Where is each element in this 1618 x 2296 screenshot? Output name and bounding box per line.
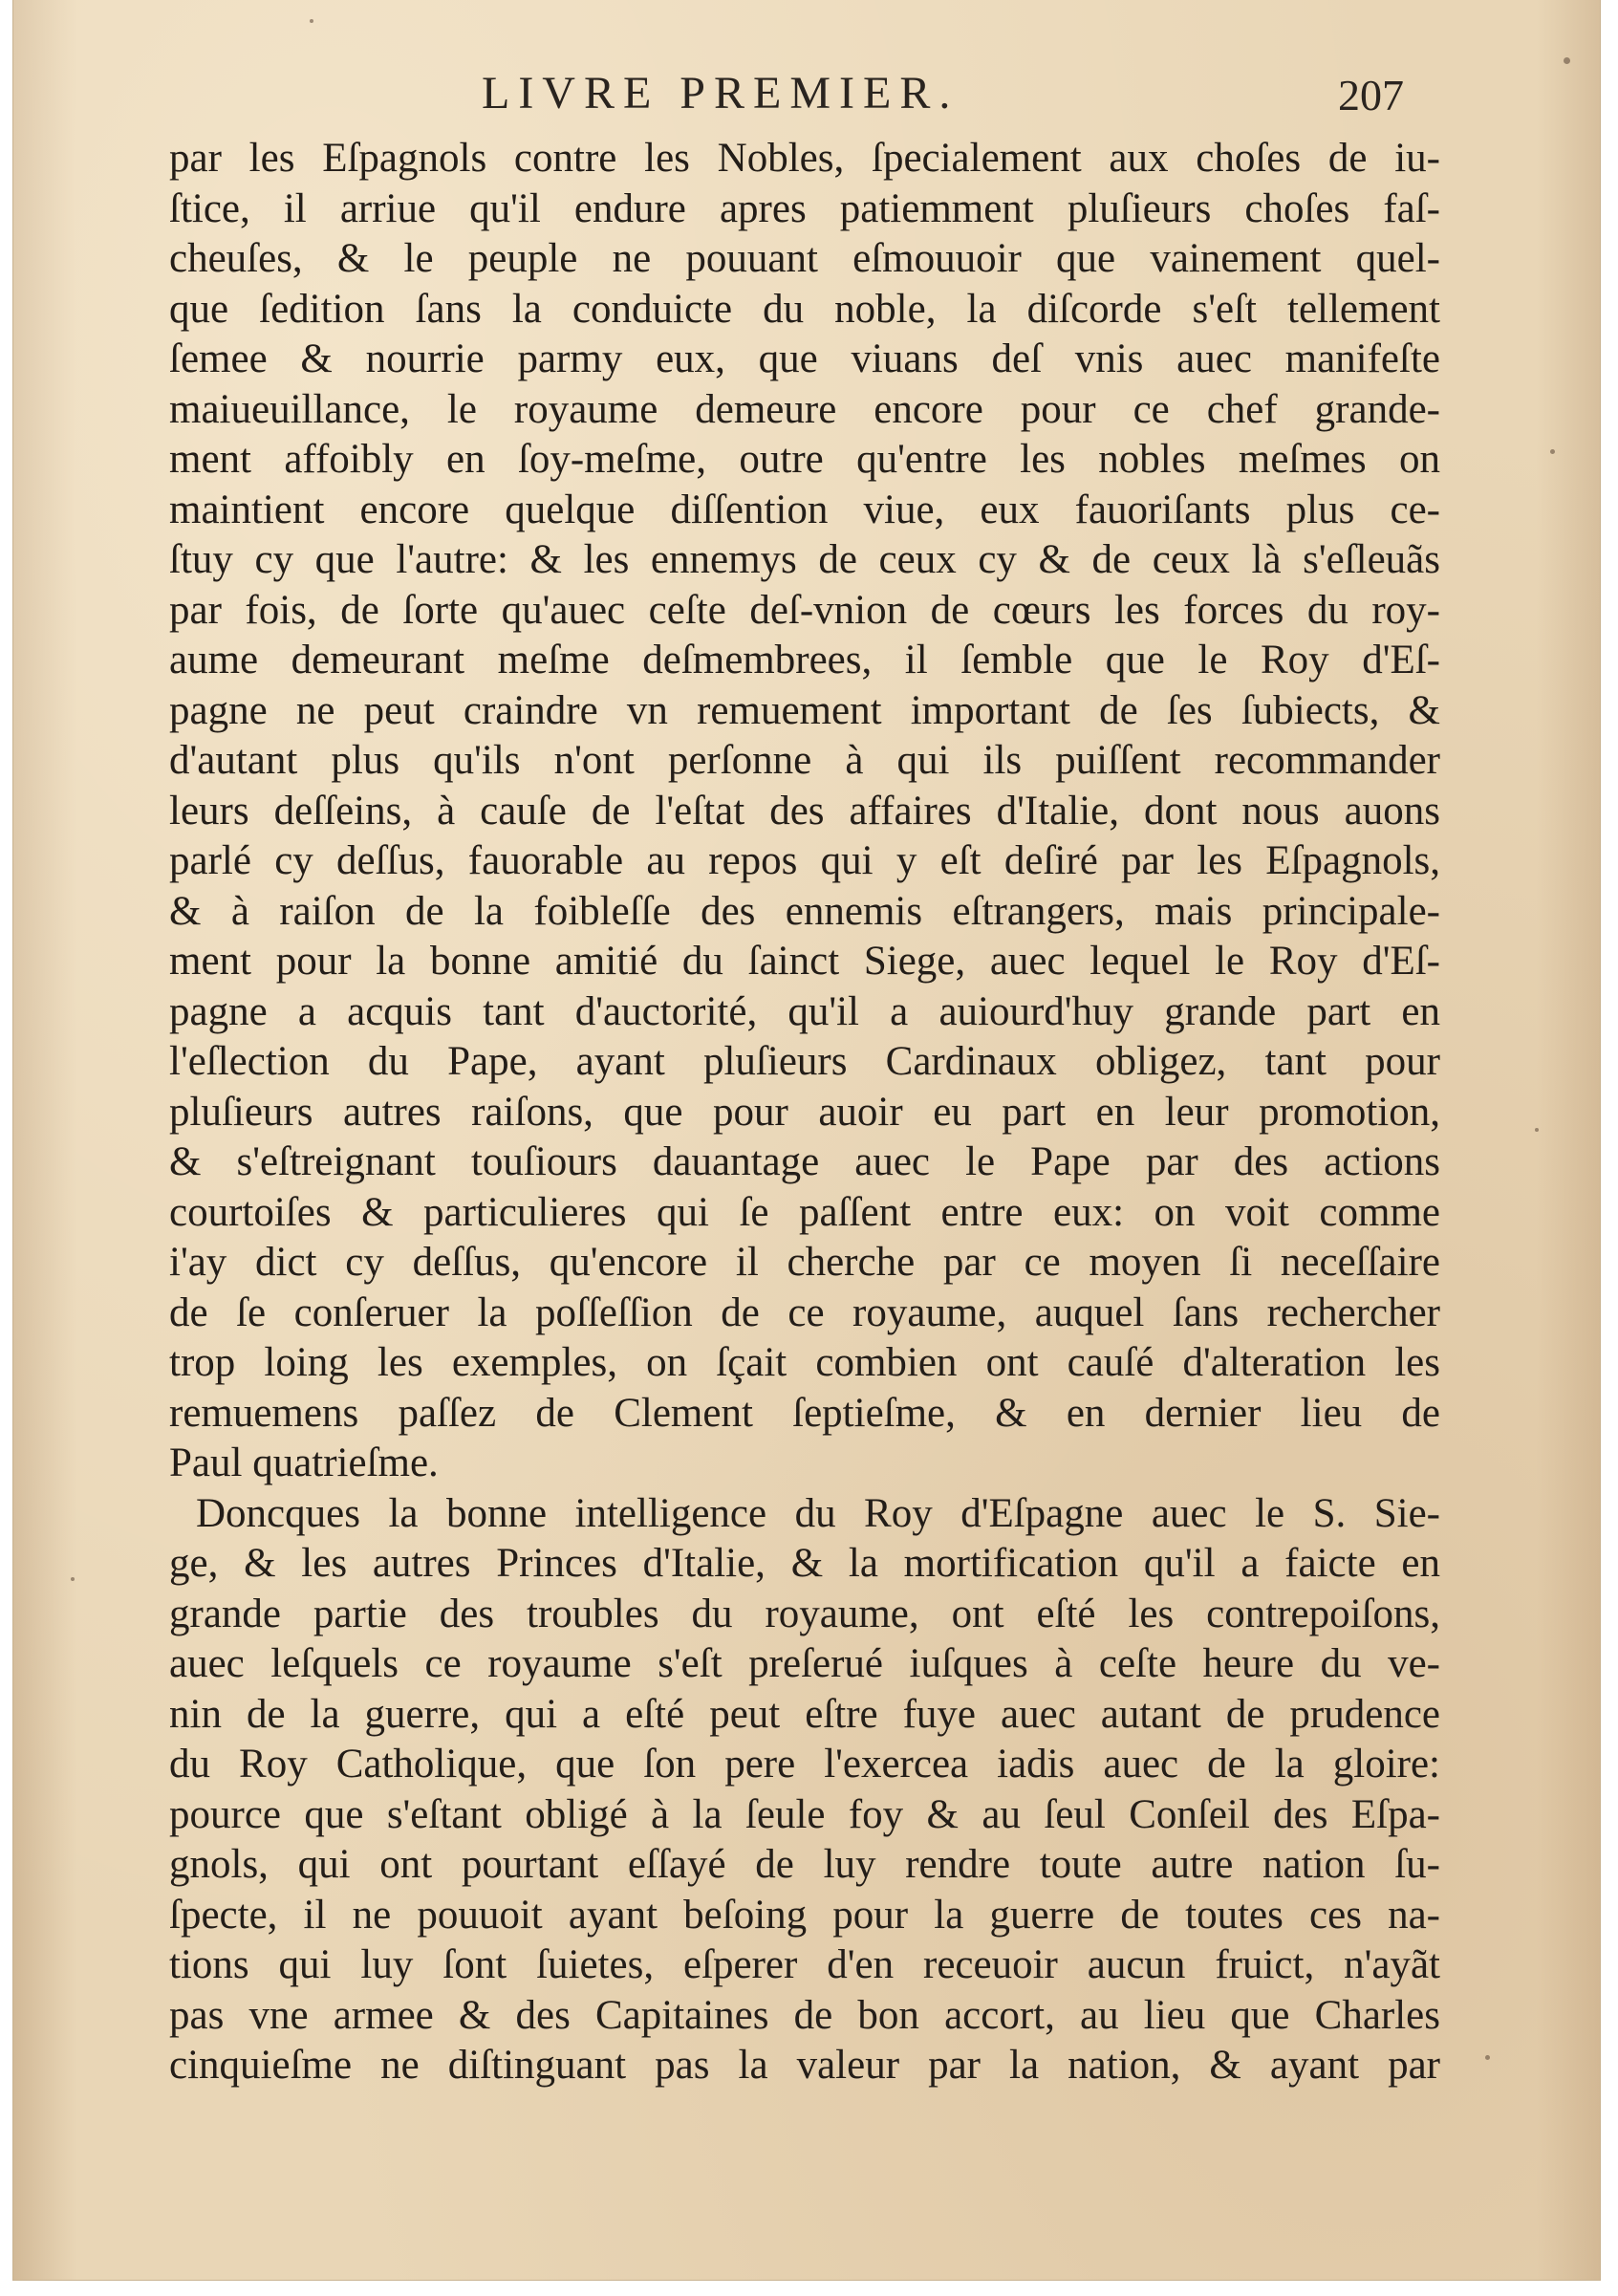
ink-speck (1535, 1128, 1539, 1132)
text-line: pas vne armee & des Capitaines de bon accort, au lieu que Charles (169, 1992, 1440, 2038)
ink-speck (1564, 57, 1570, 64)
ink-speck (1485, 2055, 1490, 2060)
text-line: ſemee & nourrie parmy eux, que viuans deſ vnis auec manifeſte (169, 336, 1440, 381)
text-line: auec leſquels ce royaume s'eſt preſerué iuſques à ceſte heure du ve- (169, 1641, 1440, 1686)
page-number: 207 (1338, 71, 1404, 119)
text-line: courtoiſes & particulieres qui ſe paſſent entre eux: on voit comme (169, 1189, 1440, 1235)
text-line: cheuſes, & le peuple ne pouuant eſmouuoir que vainement quel- (169, 236, 1440, 281)
text-line: aume demeurant meſme deſmembrees, il ſemble que le Roy d'Eſ- (169, 638, 1440, 682)
text-line: tions qui luy ſont ſuietes, eſperer d'en receuoir aucun fruict, n'ayãt (169, 1942, 1440, 1987)
text-line: Paul quatrieſme. (169, 1440, 439, 1485)
text-line: par fois, de ſorte qu'auec ceſte deſ-vnion de cœurs les forces du roy- (169, 587, 1440, 633)
book-page (13, 0, 1600, 2280)
text-line: remuemens paſſez de Clement ſeptieſme, & en dernier lieu de (169, 1390, 1440, 1436)
text-line: pagne ne peut craindre vn remuement important de ſes ſubiects, & (169, 687, 1440, 733)
text-line: pource que s'eſtant obligé à la ſeule foy & au ſeul Conſeil des Eſpa- (169, 1791, 1440, 1837)
ink-speck (310, 19, 313, 23)
ink-speck (1550, 449, 1555, 454)
text-line: d'autant plus qu'ils n'ont perſonne à qui ils puiſſent recommander (169, 738, 1440, 783)
paragraph-1 (169, 134, 1440, 1489)
text-line: que ſedition ſans la conduicte du noble, la diſcorde s'eſt tellement (169, 286, 1440, 332)
ink-speck (71, 1577, 75, 1581)
text-line: l'eſlection du Pape, ayant pluſieurs Cardinaux obligez, tant pour (169, 1039, 1440, 1084)
running-head: LIVRE PREMIER. (482, 68, 960, 119)
text-line: ment pour la bonne amitié du ſainct Siege, auec lequel le Roy d'Eſ- (169, 939, 1440, 984)
text-line: du Roy Catholique, que ſon pere l'exercea iadis auec de la gloire: (169, 1742, 1440, 1787)
text-line: nin de la guerre, qui a eſté peut eſtre fuye auec autant de prudence (169, 1691, 1440, 1737)
text-line: & s'eſtreignant touſiours dauantage auec le Pape par des actions (169, 1139, 1440, 1184)
paragraph-2 (169, 1489, 1440, 2091)
text-line: maiueuillance, le royaume demeure encore pour ce chef grande- (169, 386, 1440, 432)
body-text (169, 134, 1440, 2091)
text-line: pluſieurs autres raiſons, que pour auoir eu part en leur promotion, (169, 1089, 1440, 1135)
text-line: & à raiſon de la foibleſſe des ennemis eſtrangers, mais principale- (169, 888, 1440, 934)
text-line: ment affoibly en ſoy-meſme, outre qu'entre les nobles meſmes on (169, 437, 1440, 482)
page-header (13, 65, 1600, 122)
text-line: ſtice, il arriue qu'il endure apres patiemment pluſieurs choſes faſ- (169, 185, 1440, 231)
text-line: de ſe conſeruer la poſſeſſion de ce royaume, auquel ſans rechercher (169, 1289, 1440, 1335)
text-line: leurs deſſeins, à cauſe de l'eſtat des affaires d'Italie, dont nous auons (169, 788, 1440, 834)
text-line: gnols, qui ont pourtant eſſayé de luy rendre toute autre nation ſu- (169, 1842, 1440, 1887)
text-line: i'ay dict cy deſſus, qu'encore il cherche par ce moyen ſi neceſſaire (169, 1240, 1440, 1285)
text-line: ge, & les autres Princes d'Italie, & la mortification qu'il a faicte en (169, 1541, 1440, 1586)
text-line: cinquieſme ne diſtinguant pas la valeur par la nation, & ayant par (169, 2043, 1440, 2088)
text-line: par les Eſpagnols contre les Nobles, ſpecialement aux choſes de iu- (169, 136, 1440, 181)
text-line: grande partie des troubles du royaume, ont eſté les contrepoiſons, (169, 1591, 1440, 1636)
text-line: Doncques la bonne intelligence du Roy d'Eſpagne auec le S. Sie- (196, 1490, 1440, 1536)
text-line: ſtuy cy que l'autre: & les ennemys de ceux cy & de ceux là s'eſleuãs (169, 537, 1440, 582)
text-line: pagne a acquis tant d'auctorité, qu'il a auiourd'huy grande part en (169, 988, 1440, 1034)
text-line: maintient encore quelque diſſention viue, eux fauoriſants plus ce- (169, 487, 1440, 532)
text-line: parlé cy deſſus, fauorable au repos qui y eſt deſiré par les Eſpagnols, (169, 838, 1440, 883)
text-line: trop loing les exemples, on ſçait combien ont cauſé d'alteration les (169, 1340, 1440, 1385)
text-line: ſpecte, il ne pouuoit ayant beſoing pour la guerre de toutes ces na- (169, 1892, 1440, 1938)
